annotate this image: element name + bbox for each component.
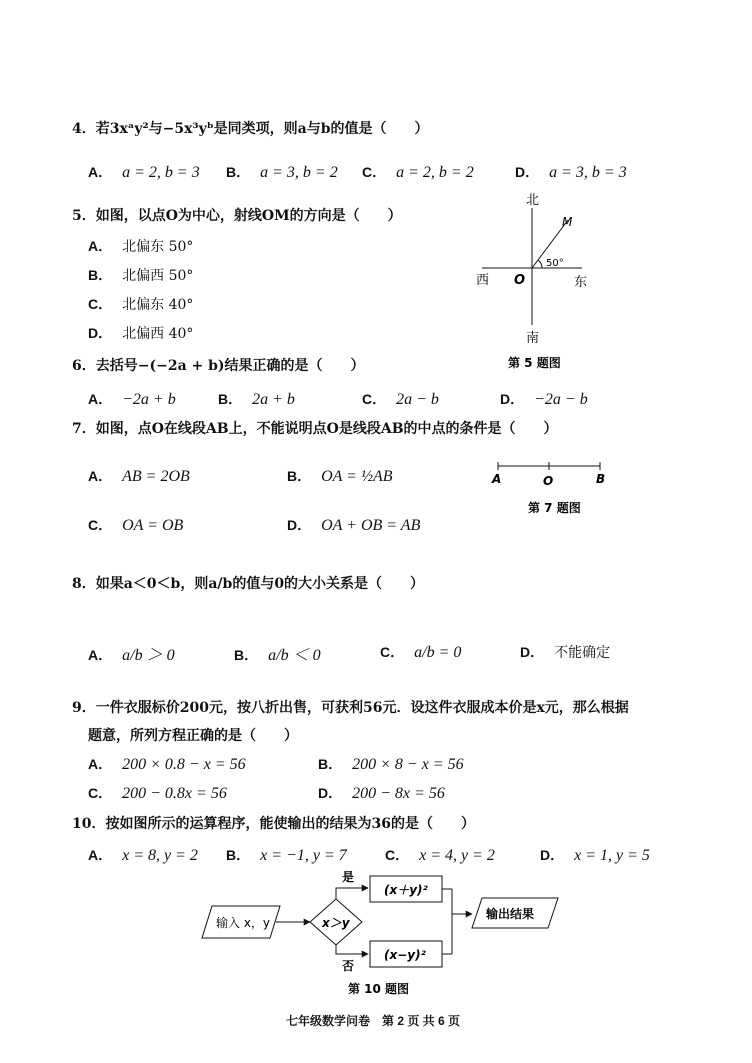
option-text: 2a + b [252,391,295,408]
q5-option-c[interactable] [88,294,193,314]
option-text: −2a − b [534,391,588,408]
option-text: a = 3, b = 2 [260,164,338,181]
q6-option-b[interactable] [218,389,295,409]
question-9-stem-line1: 9．一件衣服标价200元，按八折出售，可获利56元．设这件衣服成本价是x元，那么根据 [72,700,629,716]
option-label: A． [88,847,113,863]
q8-option-c[interactable] [380,642,461,662]
q8-option-b[interactable] [234,642,321,665]
q9-option-b[interactable] [318,754,464,774]
option-text: 200 − 0.8x = 56 [122,785,227,802]
option-text: 北偏西 40° [122,326,194,342]
yes-label: 是 [342,870,355,884]
center-label: O [514,273,526,288]
arrow-yes [336,888,368,899]
q10-option-c[interactable] [385,845,495,865]
option-text: x = 4, y = 2 [419,847,495,864]
q6-option-a[interactable] [88,389,176,409]
option-text: 不能确定 [554,645,611,661]
option-label: C． [385,847,410,863]
question-8-stem: 8．如果a＜0＜b，则a/b的值与0的大小关系是（ ） [72,576,425,592]
west-label: 西 [476,273,490,288]
arrow-no [336,945,368,954]
option-label: D． [318,785,343,801]
q9-option-a[interactable] [88,754,246,774]
south-label: 南 [526,331,540,346]
option-text: a/b ＜ 0 [268,647,321,664]
option-text: a = 2, b = 3 [122,164,200,181]
option-text: OA = ½AB [321,468,393,485]
q5-option-b[interactable] [88,265,193,285]
point-o-label: O [543,474,554,488]
input-label: 输入 x，y [216,916,271,930]
option-text: 200 × 8 − x = 56 [352,756,464,773]
option-label: A． [88,647,113,663]
option-label: D． [88,325,113,341]
q10-option-d[interactable] [540,845,650,865]
question-4-stem: 4．若3xᵃy²与−5x³yᵇ是同类项，则a与b的值是（ ） [72,121,429,137]
question-10-stem: 10．按如图所示的运算程序，能使输出的结果为36的是（ ） [72,816,475,832]
option-text: 北偏东 50° [122,239,194,255]
east-label: 东 [574,275,588,290]
question-7-stem: 7．如图，点O在线段AB上，不能说明点O是线段AB的中点的条件是（ ） [72,421,558,437]
option-text: x = 8, y = 2 [122,847,198,864]
option-text: x = −1, y = 7 [260,847,347,864]
option-label: A． [88,238,113,254]
q7-option-a[interactable] [88,466,190,486]
q7-option-c[interactable] [88,515,183,535]
q5-option-a[interactable] [88,236,193,256]
option-label: C． [362,164,387,180]
question-5-stem: 5．如图，以点O为中心，射线OM的方向是（ ） [72,208,402,224]
q7-option-b[interactable] [287,466,393,486]
option-label: D． [287,517,312,533]
ray-label: M [562,215,573,229]
option-text: 2a − b [396,391,439,408]
option-label: D． [500,391,525,407]
point-a-label: A [492,472,502,486]
yes-expression: (x＋y)² [384,883,428,897]
angle-label: 50° [546,258,564,269]
condition-label: x＞y [322,916,350,930]
option-text: 200 × 0.8 − x = 56 [122,756,246,773]
angle-arc [538,260,542,268]
option-label: C． [362,391,387,407]
option-label: C． [88,296,113,312]
q10-option-a[interactable] [88,845,198,865]
q4-option-c[interactable] [362,162,474,182]
no-label: 否 [342,959,355,973]
q6-option-c[interactable] [362,389,439,409]
output-label: 输出结果 [486,907,535,921]
option-text: a = 3, b = 3 [549,164,627,181]
option-label: B． [234,647,259,663]
figure-10-caption: 第 10 题图 [348,982,410,996]
compass-figure [470,190,600,375]
q6-option-d[interactable] [500,389,588,409]
option-text: x = 1, y = 5 [574,847,650,864]
option-text: 北偏东 40° [122,297,194,313]
option-text: 北偏西 50° [122,268,194,284]
option-label: B． [88,267,113,283]
figure-7-caption: 第 7 题图 [528,501,581,515]
q10-option-b[interactable] [226,845,347,865]
north-label: 北 [526,193,540,208]
q9-option-d[interactable] [318,783,445,803]
option-label: A． [88,164,113,180]
q9-option-c[interactable] [88,783,227,803]
q5-option-d[interactable] [88,323,193,343]
option-label: A． [88,391,113,407]
option-label: D． [520,644,545,660]
q8-option-a[interactable] [88,642,175,665]
option-text: a/b ＞ 0 [122,647,175,664]
figure-5-caption: 第 5 题图 [508,356,561,370]
option-text: OA = OB [122,517,184,534]
option-label: C． [88,517,113,533]
option-label: B． [226,847,251,863]
no-expression: (x−y)² [384,948,426,962]
option-label: B． [287,468,312,484]
segment-figure [488,458,618,520]
question-6-stem: 6．去括号−(−2a + b)结果正确的是（ ） [72,358,365,374]
option-text: a = 2, b = 2 [396,164,474,181]
option-text: a/b = 0 [414,644,462,661]
q7-option-d[interactable] [287,515,420,535]
q4-option-d[interactable] [515,162,627,182]
option-label: C． [88,785,113,801]
question-9-stem-line2: 题意，所列方程正确的是（ ） [88,728,298,744]
option-label: C． [380,644,405,660]
point-b-label: B [596,472,606,486]
option-label: A． [88,468,113,484]
option-text: AB = 2OB [122,468,190,485]
option-text: −2a + b [122,391,176,408]
option-label: B． [318,756,343,772]
option-label: B． [226,164,251,180]
option-label: D． [515,164,540,180]
option-label: D． [540,847,565,863]
q8-option-d[interactable] [520,642,610,662]
option-text: OA + OB = AB [321,517,421,534]
option-label: A． [88,756,113,772]
q4-option-a[interactable] [88,162,200,182]
page-footer: 七年级数学问卷 第 2 页 共 6 页 [286,1014,461,1028]
option-text: 200 − 8x = 56 [352,785,445,802]
option-label: B． [218,391,243,407]
flowchart-figure [190,866,570,1001]
q4-option-b[interactable] [226,162,338,182]
